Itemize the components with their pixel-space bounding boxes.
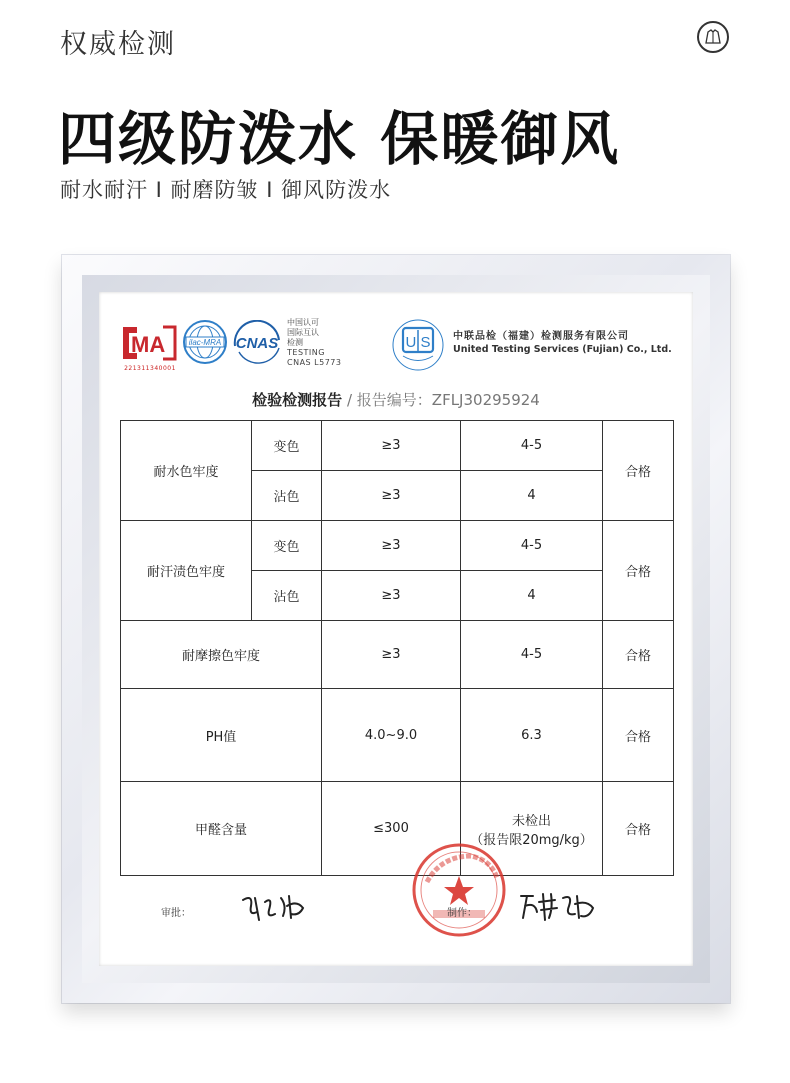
feature-subline: 耐水耐汗 I 耐磨防皱 I 御风防泼水 [60,178,392,202]
item-label: 耐水色牢度 [121,421,252,521]
measured-value-line-2: （报告限20mg/kg） [470,832,593,848]
section-label: 权威检测 [60,29,176,60]
cnas-cn-line-1: 中国认可 [287,318,319,327]
brand-badge-icon [697,21,729,53]
report-number: 报告编号：ZFLJ30295924 [356,391,540,409]
cnas-testing: TESTING [287,348,325,357]
result-value: 合格 [603,621,674,689]
report-title-separator: / [346,391,353,409]
cnas-accreditation-text [287,318,341,368]
maker-label: 制作： [447,908,477,919]
table-row [121,521,674,571]
sub-item: 变色 [252,421,322,471]
signature-row [99,882,693,962]
logo-row [119,316,679,386]
result-value: 合格 [603,782,674,876]
approve-label: 审批： [161,908,191,919]
sub-item: 变色 [252,521,322,571]
cnas-cn-line-2: 国际互认 [287,328,319,337]
item-label: 耐汗渍色牢度 [121,521,252,621]
standard-value: ≥3 [322,521,461,571]
svg-text:U S: U S [405,334,431,351]
cma-logo-icon [119,323,179,363]
measured-value: 4-5 [461,421,603,471]
standard-value: ≥3 [322,571,461,621]
test-results-table [120,420,674,876]
report-title [99,389,693,410]
svg-text:ilac-MRA: ilac-MRA [188,338,222,347]
cnas-logo-icon [229,320,285,366]
standard-value: ≥3 [322,421,461,471]
result-value: 合格 [603,689,674,782]
cnas-cn-line-3: 检测 [287,338,303,347]
approver-signature [239,890,311,924]
measured-value: 4 [461,471,603,521]
test-report-document [99,292,693,966]
standard-value: ≤300 [322,782,461,876]
standard-value: ≥3 [322,471,461,521]
table-row [121,782,674,876]
uts-company-en: United Testing Services (Fujian) Co., Ltd. [453,344,672,355]
maker-signature [517,888,601,926]
svg-text:MA: MA [131,332,166,357]
table-row [121,421,674,471]
measured-value: 4 [461,571,603,621]
item-label: 耐摩擦色牢度 [121,621,322,689]
measured-value: 4-5 [461,621,603,689]
standard-value: 4.0~9.0 [322,689,461,782]
table-row [121,621,674,689]
certificate-frame [62,255,730,1003]
measured-value: 6.3 [461,689,603,782]
standard-value: ≥3 [322,621,461,689]
headline: 四级防泼水 保暖御风 [58,105,621,173]
cma-number: 221311340001 [124,365,176,372]
item-label: 甲醛含量 [121,782,322,876]
ilac-mra-logo-icon [181,318,229,366]
table-row [121,689,674,782]
sub-item: 沾色 [252,471,322,521]
result-value: 合格 [603,421,674,521]
result-value: 合格 [603,521,674,621]
sub-item: 沾色 [252,571,322,621]
report-title-main: 检验检测报告 [252,391,343,409]
cnas-code: CNAS L5773 [287,358,342,367]
uts-company-cn: 中联品检（福建）检测服务有限公司 [453,331,629,342]
measured-value: 4-5 [461,521,603,571]
svg-text:CNAS: CNAS [235,335,279,352]
official-seal [411,842,507,938]
item-label: PH值 [121,689,322,782]
uts-logo-icon [391,318,445,372]
measured-value-line-1: 未检出 [511,813,551,829]
